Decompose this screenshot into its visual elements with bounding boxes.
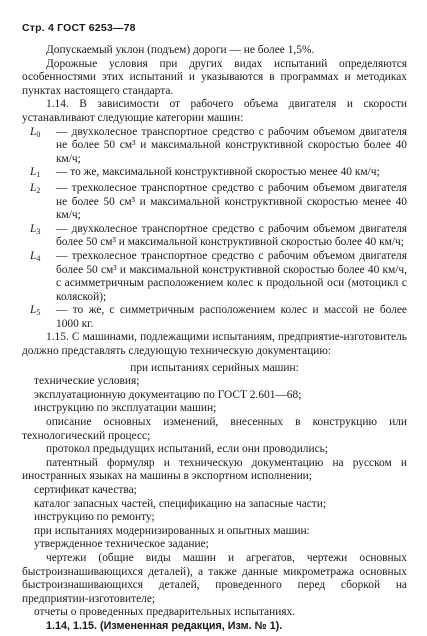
category-symbol: $L_4$ xyxy=(30,249,41,263)
list-item: описание основных изменений, внесенных в конструкцию или технологический процесс; xyxy=(22,416,407,442)
modern-docs-list xyxy=(22,538,407,620)
page-header: Стр. 4 ГОСТ 6253—78 xyxy=(22,22,136,34)
list-item: эксплуатационную документацию по ГОСТ 2.601—68; xyxy=(34,388,302,401)
category-l4 xyxy=(22,250,407,304)
category-l1 xyxy=(22,166,407,182)
document-body xyxy=(22,44,407,634)
paragraph-1-14: 1.14. В зависимости от рабочего объема двигателя и скорости устанавливают следующие категории машин: xyxy=(22,98,407,124)
modern-heading: при испытаниях модернизированных и опытных машин: xyxy=(34,524,310,537)
category-list xyxy=(22,126,407,332)
category-text: — то же, максимальной конструктивной скоростью менее 40 км/ч; xyxy=(56,166,380,179)
paragraph-slope: Допускаемый уклон (подъем) дороги — не более 1,5%. xyxy=(46,44,315,56)
paragraph-road-conditions: Дорожные условия при других видах испытаний определяются особенностями этих испытаний и указываются в программах и методиках пунктах настоящего стандарта. xyxy=(22,57,407,97)
category-text: — то же, с симметричным расположением колес и массой не более 1000 кг. xyxy=(56,304,407,330)
list-item: утвержденное техническое задание; xyxy=(34,538,209,551)
list-item: сертификат качества; xyxy=(34,484,137,496)
list-item: чертежи (общие виды машин и агрегатов, чертежи основных быстроизнашивающихся деталей), а также данные микрометража основных быстроизнашивающихся деталей, проведенного перед сборкой на предприятии-изготовителе; xyxy=(22,551,407,605)
category-l2 xyxy=(22,182,407,223)
category-symbol: $L_0$ xyxy=(30,125,41,139)
list-item: отчеты о проведенных предварительных испытаниях. xyxy=(34,606,296,619)
category-text: — трехколесное транспортное средство с рабочим объемом двигателя не более 50 см³ и максимальной конструктивной скоростью менее 40 км/ч; xyxy=(56,181,407,222)
list-item: каталог запасных частей, спецификацию на запасные части; xyxy=(34,497,327,510)
serial-heading: при испытаниях серийных машин: xyxy=(130,361,299,374)
category-symbol: $L_5$ xyxy=(30,304,41,318)
category-text: — двухколесное транспортное средство с рабочим объемом двигателя более 50 см³ и максимальной конструктивной скоростью более 40 км/ч; xyxy=(56,222,407,249)
category-l3 xyxy=(22,223,407,250)
list-item: технические условия; xyxy=(34,375,140,388)
paragraph-1-15: 1.15. С машинами, подлежащими испытаниям, предприятие-изготовитель должно представлять следующую техническую документацию: xyxy=(22,331,407,358)
list-item: инструкцию по ремонту; xyxy=(34,511,155,524)
category-symbol: $L_1$ xyxy=(30,166,41,180)
category-symbol: $L_2$ xyxy=(30,181,41,195)
category-text: — двухколесное транспортное средство с рабочим объемом двигателя не более 50 см³ и максимальной конструктивной скоростью более 40 км/ч; xyxy=(56,125,407,165)
list-item: патентный формуляр и техническую документацию на русском и иностранных языках на машины в экспортном исполнении; xyxy=(22,456,407,483)
category-l5 xyxy=(22,304,407,331)
list-item: инструкцию по эксплуатации машин; xyxy=(34,402,217,415)
category-l0 xyxy=(22,126,407,167)
category-symbol: $L_3$ xyxy=(30,222,41,236)
list-item: протокол предыдущих испытаний, если они проводились; xyxy=(46,443,328,456)
amendment-note: 1.14, 1.15. (Измененная редакция, Изм. № 1). xyxy=(46,619,283,632)
category-text: — трехколесное транспортное средство с рабочим объемом двигателя более 50 см³ и максимальной конструктивной скоростью более 40 км/ч, с асимметричным расположением колес к продольной оси (мотоцикл с коляской); xyxy=(56,249,407,303)
serial-docs-list xyxy=(22,375,407,525)
